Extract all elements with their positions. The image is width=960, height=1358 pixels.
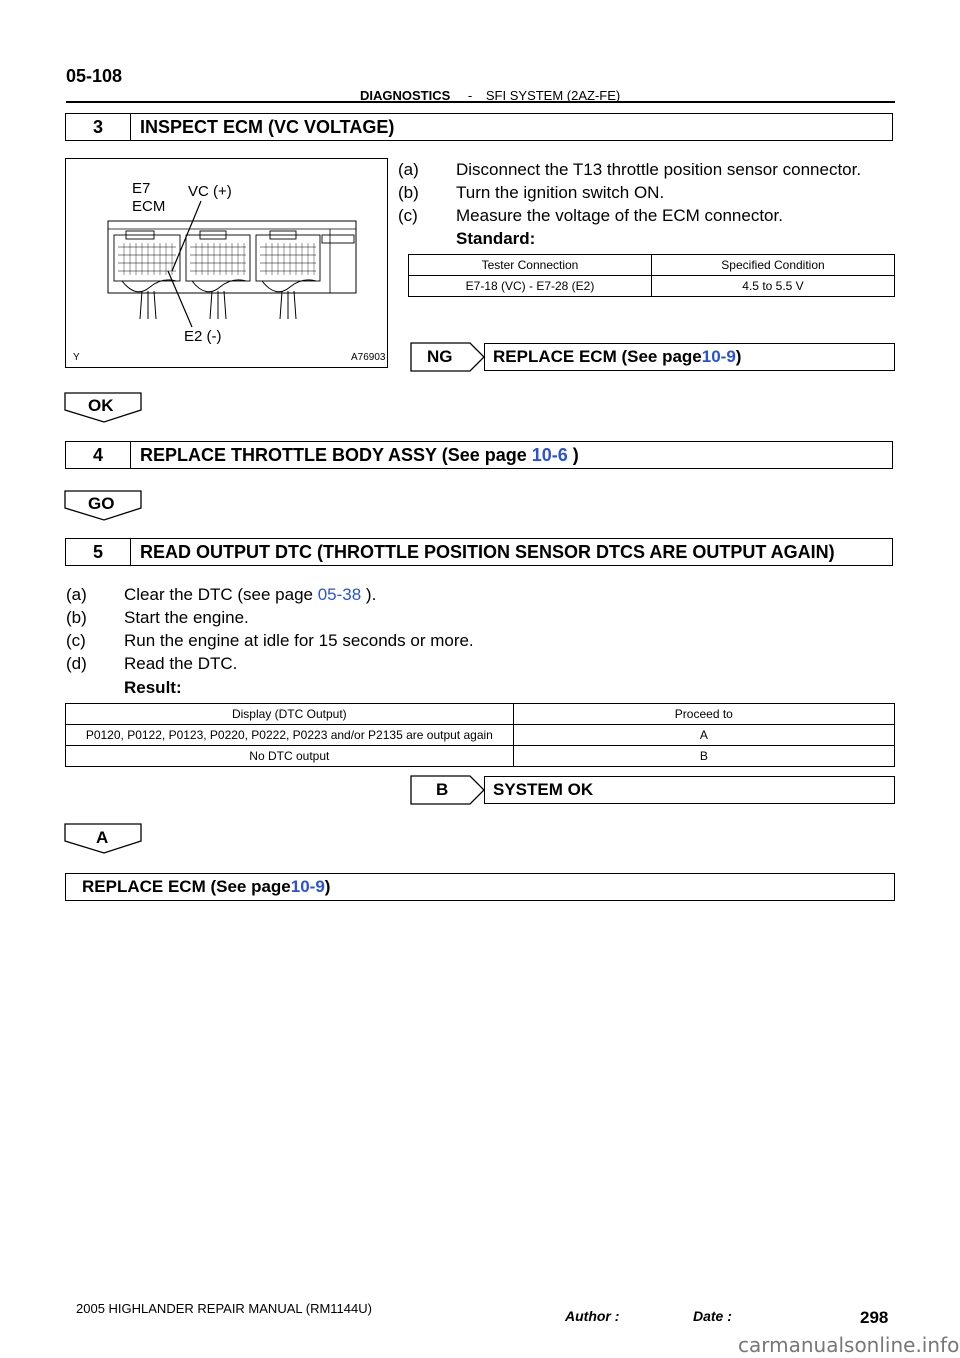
page-index: 298 [860, 1308, 889, 1327]
ng-label: NG [427, 347, 453, 366]
author-label: Author : [565, 1308, 620, 1324]
table-header: Proceed to [513, 704, 894, 725]
figure-code: A76903 [351, 352, 386, 363]
header-system: SFI SYSTEM (2AZ-FE) [485, 88, 621, 103]
table-row [66, 746, 895, 767]
standard-table [408, 254, 895, 297]
watermark: carmanualsonline.info [738, 1333, 960, 1357]
step-title: READ OUTPUT DTC (THROTTLE POSITION SENSOR DTCS ARE OUTPUT AGAIN) [140, 541, 835, 562]
result-label: Result: [124, 678, 182, 697]
table-cell: E7-18 (VC) - E7-28 (E2) [409, 276, 652, 297]
step-4-header [65, 441, 893, 469]
step-title: INSPECT ECM (VC VOLTAGE) [140, 116, 395, 137]
instruction-3b: (b) Turn the ignition switch ON. [398, 183, 665, 202]
instruction-3c: (c) Measure the voltage of the ECM connector. [398, 206, 783, 225]
a-label: A [96, 828, 109, 847]
table-row [409, 276, 895, 297]
figure-label-e2: E2 (-) [184, 328, 222, 345]
figure-label-e7: E7 [132, 180, 151, 197]
date-label: Date : [693, 1308, 732, 1324]
page-number: 05-108 [66, 66, 123, 86]
table-header-row [66, 704, 895, 725]
figure-corner-mark: Y [73, 352, 80, 363]
step-number: 3 [66, 114, 131, 140]
result-table [65, 703, 895, 767]
table-header-row [409, 255, 895, 276]
step-number: 4 [66, 442, 131, 468]
instruction-3a: (a) Disconnect the T13 throttle position sensor connector. [398, 160, 862, 179]
table-header: Specified Condition [652, 255, 895, 276]
page-link[interactable]: 10-9 [290, 877, 325, 896]
table-row [66, 725, 895, 746]
ng-action-box: REPLACE ECM (See page 10-9 ) [484, 343, 895, 371]
instruction-5b: (b) Start the engine. [66, 608, 249, 627]
header-separator: - [467, 88, 473, 103]
table-header: Display (DTC Output) [66, 704, 514, 725]
ecm-connector-figure [65, 158, 388, 368]
step-3-header [65, 113, 893, 141]
step-5-header [65, 538, 893, 566]
b-label: B [436, 780, 449, 799]
table-cell: A [513, 725, 894, 746]
instruction-5a: (a) Clear the DTC (see page 05-38 ). [66, 585, 377, 604]
table-cell: 4.5 to 5.5 V [652, 276, 895, 297]
table-cell: P0120, P0122, P0123, P0220, P0222, P0223 and/or P2135 are output again [66, 725, 514, 746]
page-link[interactable]: 10-9 [701, 347, 736, 366]
figure-label-vc: VC (+) [188, 183, 232, 200]
table-header: Tester Connection [409, 255, 652, 276]
figure-label-ecm: ECM [132, 198, 166, 215]
step-number: 5 [66, 539, 131, 565]
header-section: DIAGNOSTICS [360, 88, 451, 103]
instruction-5d: (d) Read the DTC. [66, 654, 238, 673]
step-title: REPLACE THROTTLE BODY ASSY (See page 10-6 ) [140, 444, 579, 465]
final-action-box: REPLACE ECM (See page 10-9 ) [65, 873, 895, 901]
table-cell: No DTC output [66, 746, 514, 767]
ok-label: OK [88, 396, 114, 415]
standard-label: Standard: [456, 229, 536, 248]
header-rule [66, 101, 895, 103]
table-cell: B [513, 746, 894, 767]
go-label: GO [88, 494, 115, 513]
footer-manual: 2005 HIGHLANDER REPAIR MANUAL (RM1144U) [76, 1301, 372, 1316]
page-link[interactable]: 05-38 [317, 585, 362, 604]
b-action-box: SYSTEM OK [484, 776, 895, 804]
page-link[interactable]: 10-6 [531, 444, 568, 465]
instruction-5c: (c) Run the engine at idle for 15 seconds or more. [66, 631, 474, 650]
